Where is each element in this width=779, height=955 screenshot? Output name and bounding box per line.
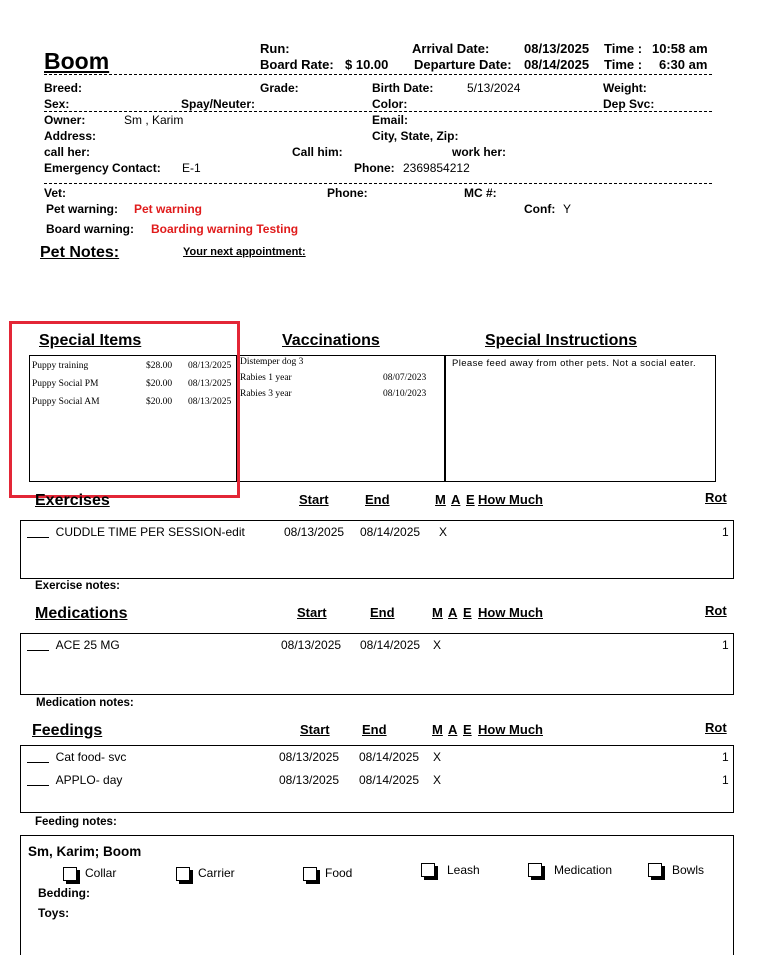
rot-column-header: Rot bbox=[705, 603, 727, 618]
board-rate-label: Board Rate: bbox=[260, 57, 334, 72]
medication-checkbox[interactable] bbox=[528, 863, 542, 877]
info-divider bbox=[44, 111, 712, 112]
e-column-header: E bbox=[466, 492, 475, 507]
carrier-checkbox[interactable] bbox=[176, 867, 190, 881]
call-him-label: Call him: bbox=[292, 145, 343, 159]
sex-label: Sex: bbox=[44, 97, 70, 111]
table-row bbox=[27, 525, 245, 539]
check-blank bbox=[27, 784, 49, 786]
emergency-contact-value: E-1 bbox=[182, 161, 201, 175]
grade-label: Grade: bbox=[260, 81, 299, 95]
vet-phone-label: Phone: bbox=[327, 186, 368, 200]
row-name: ACE 25 MG bbox=[55, 638, 120, 652]
check-blank bbox=[27, 761, 49, 763]
weight-label: Weight: bbox=[603, 81, 647, 95]
call-her-label: call her: bbox=[44, 145, 91, 159]
vaccination-date: 08/07/2023 bbox=[383, 373, 427, 383]
birth-date-value: 5/13/2024 bbox=[467, 81, 521, 95]
address-label: Address: bbox=[44, 129, 97, 143]
row-rot: 1 bbox=[722, 638, 729, 652]
row-rot: 1 bbox=[722, 773, 729, 787]
end-column-header: End bbox=[362, 722, 387, 737]
row-end: 08/14/2025 bbox=[359, 750, 420, 764]
row-rot: 1 bbox=[722, 525, 729, 539]
departure-time: 6:30 am bbox=[659, 57, 708, 72]
special-instructions-box bbox=[444, 355, 716, 482]
row-rot: 1 bbox=[722, 750, 729, 764]
collar-checkbox[interactable] bbox=[63, 867, 77, 881]
vaccination-name: Rabies 1 year bbox=[240, 373, 292, 383]
email-label: Email: bbox=[372, 113, 409, 127]
end-column-header: End bbox=[365, 492, 390, 507]
exercise-notes-label: Exercise notes: bbox=[35, 580, 121, 592]
bowls-checkbox[interactable] bbox=[648, 863, 662, 877]
run-label: Run: bbox=[260, 41, 290, 56]
row-name: APPLO- day bbox=[55, 773, 123, 787]
special-item-name: Puppy training bbox=[32, 361, 89, 371]
m-column-header: M bbox=[432, 722, 443, 737]
pet-name: Boom bbox=[44, 48, 110, 74]
board-warning-label: Board warning: bbox=[46, 222, 135, 236]
arrival-time: 10:58 am bbox=[652, 41, 708, 56]
spay-neuter-label: Spay/Neuter: bbox=[181, 97, 256, 111]
table-row bbox=[27, 773, 122, 787]
e-column-header: E bbox=[463, 722, 472, 737]
arrival-date: 08/13/2025 bbox=[524, 41, 590, 56]
bedding-label: Bedding: bbox=[38, 886, 90, 900]
collar-label: Collar bbox=[85, 866, 117, 880]
phone-value: 2369854212 bbox=[403, 161, 470, 175]
leash-label: Leash bbox=[447, 863, 480, 877]
owner-value: Sm , Karim bbox=[124, 113, 184, 127]
check-blank bbox=[27, 536, 49, 538]
e-column-header: E bbox=[463, 605, 472, 620]
medication-label: Medication bbox=[554, 863, 613, 877]
board-warning-value: Boarding warning Testing bbox=[151, 222, 299, 236]
table-row bbox=[27, 750, 126, 764]
special-item-price: $28.00 bbox=[146, 361, 173, 371]
owner-label: Owner: bbox=[44, 113, 86, 127]
medications-title: Medications bbox=[35, 605, 128, 622]
row-mark: X bbox=[433, 750, 442, 764]
bowls-label: Bowls bbox=[672, 863, 705, 877]
check-blank bbox=[27, 649, 49, 651]
row-mark: X bbox=[439, 525, 448, 539]
row-start: 08/13/2025 bbox=[284, 525, 345, 539]
special-item-price: $20.00 bbox=[146, 397, 173, 407]
toys-label: Toys: bbox=[38, 906, 70, 920]
arrival-label: Arrival Date: bbox=[412, 41, 490, 56]
row-start: 08/13/2025 bbox=[281, 638, 342, 652]
special-item-date: 08/13/2025 bbox=[188, 361, 232, 371]
row-end: 08/14/2025 bbox=[360, 638, 421, 652]
start-column-header: Start bbox=[299, 492, 329, 507]
row-name: CUDDLE TIME PER SESSION-edit bbox=[55, 525, 245, 539]
work-her-label: work her: bbox=[452, 145, 507, 159]
special-item-date: 08/13/2025 bbox=[188, 379, 232, 389]
m-column-header: M bbox=[432, 605, 443, 620]
departure-label: Departure Date: bbox=[414, 57, 512, 72]
belongings-box bbox=[20, 835, 734, 955]
row-start: 08/13/2025 bbox=[279, 750, 340, 764]
medications-box bbox=[20, 633, 734, 695]
row-mark: X bbox=[433, 773, 442, 787]
pet-warning-label: Pet warning: bbox=[46, 202, 119, 216]
exercises-box bbox=[20, 520, 734, 579]
carrier-label: Carrier bbox=[198, 866, 235, 880]
row-name: Cat food- svc bbox=[55, 750, 127, 764]
birth-date-label: Birth Date: bbox=[372, 81, 434, 95]
a-column-header: A bbox=[451, 492, 461, 507]
special-items-title: Special Items bbox=[39, 332, 142, 349]
medication-notes-label: Medication notes: bbox=[36, 697, 134, 709]
special-items-highlight bbox=[9, 321, 240, 498]
special-item-name: Puppy Social AM bbox=[32, 397, 100, 407]
exercises-title: Exercises bbox=[35, 492, 110, 509]
row-end: 08/14/2025 bbox=[359, 773, 420, 787]
next-appointment-label: Your next appointment: bbox=[183, 246, 306, 258]
end-column-header: End bbox=[370, 605, 395, 620]
color-label: Color: bbox=[372, 97, 408, 111]
start-column-header: Start bbox=[297, 605, 327, 620]
owner-pet-name: Sm, Karim; Boom bbox=[28, 844, 142, 859]
rot-column-header: Rot bbox=[705, 720, 727, 735]
mc-label: MC #: bbox=[464, 186, 497, 200]
feeding-notes-label: Feeding notes: bbox=[35, 816, 117, 828]
departure-time-label: Time : bbox=[604, 57, 643, 72]
pet-warning-value: Pet warning bbox=[134, 202, 203, 216]
leash-checkbox[interactable] bbox=[421, 863, 435, 877]
rot-column-header: Rot bbox=[705, 490, 727, 505]
vaccinations-title: Vaccinations bbox=[282, 332, 380, 349]
food-checkbox[interactable] bbox=[303, 867, 317, 881]
breed-label: Breed: bbox=[44, 81, 83, 95]
conf-label: Conf: bbox=[524, 202, 556, 216]
vaccination-name: Distemper dog 3 bbox=[240, 357, 304, 367]
feedings-title: Feedings bbox=[32, 722, 103, 739]
departure-date: 08/14/2025 bbox=[524, 57, 590, 72]
pet-notes-label: Pet Notes: bbox=[40, 244, 120, 261]
special-item-name: Puppy Social PM bbox=[32, 379, 99, 389]
special-instructions-title: Special Instructions bbox=[485, 332, 638, 349]
vet-label: Vet: bbox=[44, 186, 67, 200]
m-column-header: M bbox=[435, 492, 446, 507]
a-column-header: A bbox=[448, 722, 458, 737]
phone-label: Phone: bbox=[354, 161, 395, 175]
how-much-column-header: How Much bbox=[478, 722, 543, 737]
vaccinations-box bbox=[236, 355, 445, 482]
conf-value: Y bbox=[563, 202, 572, 216]
food-label: Food bbox=[325, 866, 353, 880]
start-column-header: Start bbox=[300, 722, 330, 737]
dep-svc-label: Dep Svc: bbox=[603, 97, 655, 111]
row-mark: X bbox=[433, 638, 442, 652]
special-instructions-text: Please feed away from other pets. Not a social eater. bbox=[452, 358, 697, 369]
arrival-time-label: Time : bbox=[604, 41, 643, 56]
special-item-price: $20.00 bbox=[146, 379, 173, 389]
vaccination-date: 08/10/2023 bbox=[383, 389, 427, 399]
a-column-header: A bbox=[448, 605, 458, 620]
how-much-column-header: How Much bbox=[478, 492, 543, 507]
row-start: 08/13/2025 bbox=[279, 773, 340, 787]
how-much-column-header: How Much bbox=[478, 605, 543, 620]
row-end: 08/14/2025 bbox=[360, 525, 421, 539]
emergency-contact-label: Emergency Contact: bbox=[44, 161, 161, 175]
special-item-date: 08/13/2025 bbox=[188, 397, 232, 407]
header-divider bbox=[44, 74, 712, 75]
city-state-zip-label: City, State, Zip: bbox=[372, 129, 459, 143]
contact-divider bbox=[44, 183, 712, 184]
feedings-box bbox=[20, 745, 734, 813]
board-rate-value: $ 10.00 bbox=[345, 57, 389, 72]
vaccination-name: Rabies 3 year bbox=[240, 389, 292, 399]
table-row bbox=[27, 638, 120, 652]
